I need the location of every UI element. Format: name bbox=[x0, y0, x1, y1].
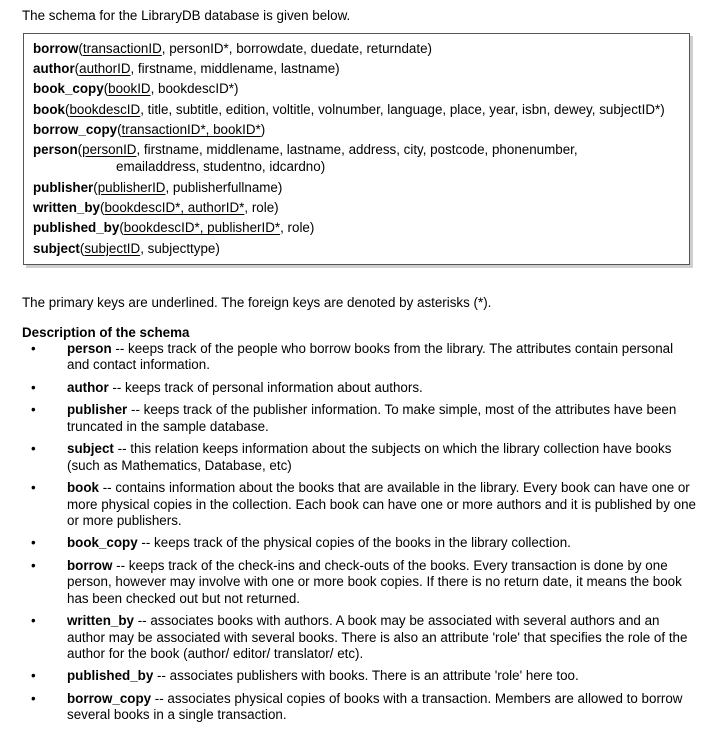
schema-relation: subject(subjectID, subjecttype) bbox=[33, 240, 220, 256]
attributes: , role bbox=[280, 220, 310, 236]
bullet-icon: • bbox=[31, 379, 36, 395]
bullet-icon: • bbox=[31, 402, 36, 418]
attributes: , bookdescID* bbox=[150, 81, 234, 97]
schema-relation: person(personID, firstname, middlename, lastname, address, city, postcode, phonenumber, emailaddress, studentno, idcardno) bbox=[33, 142, 681, 175]
relation-description: -- keeps track of the physical copies of the books in the library collection. bbox=[137, 535, 571, 551]
attributes-continued: emailaddress, studentno, idcardno) bbox=[116, 158, 326, 174]
relation-description: -- keeps track of the people who borrow books from the library. The attributes contain personal and contact information. bbox=[67, 341, 674, 373]
attributes: , personID*, borrowdate, duedate, returndate bbox=[161, 41, 428, 56]
bullet-icon: • bbox=[31, 341, 36, 356]
attributes: , role bbox=[244, 200, 275, 216]
primary-key: transactionID bbox=[82, 41, 162, 56]
relation-description: -- keeps track of the publisher information. To make simple, most of the attributes have been truncated in the sample database. bbox=[67, 402, 677, 434]
attributes: , firstname, middlename, lastname bbox=[130, 61, 336, 77]
relation-name: author bbox=[33, 61, 75, 77]
relation-name: publisher bbox=[33, 180, 94, 196]
list-item bbox=[22, 668, 697, 684]
attributes: , publisherfullname bbox=[165, 180, 278, 196]
list-item bbox=[22, 558, 697, 607]
schema-relation: publisher(publisherID, publisherfullname) bbox=[33, 180, 283, 196]
relation-description: -- associates publishers with books. There is an attribute 'role' here too. bbox=[153, 668, 579, 684]
description-list bbox=[22, 341, 697, 730]
primary-key: transactionID*, bookID* bbox=[121, 121, 261, 137]
list-item bbox=[22, 441, 697, 474]
list-item bbox=[22, 535, 697, 551]
schema-relation: written_by(bookdescID*, authorID*, role) bbox=[33, 200, 279, 216]
relation-term: borrow_copy bbox=[67, 691, 152, 707]
relation-name: book bbox=[33, 101, 65, 117]
relation-name: written_by bbox=[33, 200, 100, 216]
list-item bbox=[22, 613, 697, 662]
primary-key: bookID bbox=[108, 81, 151, 97]
bullet-icon: • bbox=[31, 558, 36, 574]
relation-term: published_by bbox=[67, 668, 154, 684]
primary-key: publisherID bbox=[97, 180, 166, 196]
primary-key: bookdescID*, authorID* bbox=[104, 200, 245, 216]
relation-description: -- keeps track of the check-ins and check-outs of the books. Every transaction is done by one person, however may involve with one or more book copies. If there is no return date, it means the book has been checked out but not returned. bbox=[67, 558, 682, 606]
relation-description: -- contains information about the books that are available in the library. Every book can have one or more physical copies in the collection. Each book can have one or more authors and it is published by one or more publishers. bbox=[67, 480, 696, 528]
schema-relation: borrow_copy(transactionID*, bookID*) bbox=[33, 121, 266, 137]
attributes: , firstname, middlename, lastname, address, city, postcode, phonenumber, bbox=[136, 142, 578, 158]
primary-key: bookdescID bbox=[69, 101, 141, 117]
schema-relation: book_copy(bookID, bookdescID*) bbox=[33, 81, 239, 97]
list-item bbox=[22, 691, 697, 724]
relation-name: published_by bbox=[33, 220, 120, 236]
relation-name: person bbox=[33, 142, 78, 158]
bullet-icon: • bbox=[31, 668, 36, 684]
relation-name: subject bbox=[33, 240, 80, 256]
description-heading: Description of the schema bbox=[22, 325, 190, 340]
relation-term: person bbox=[67, 341, 112, 356]
relation-term: book bbox=[67, 480, 99, 496]
schema-box bbox=[23, 33, 690, 265]
primary-key: personID bbox=[82, 142, 137, 158]
bullet-icon: • bbox=[31, 613, 36, 629]
list-item bbox=[22, 341, 697, 374]
list-item bbox=[22, 380, 697, 396]
bullet-icon: • bbox=[31, 480, 36, 496]
list-item bbox=[22, 402, 697, 435]
relation-description: -- associates physical copies of books with a transaction. Members are allowed to borrow several books in a single transaction. bbox=[67, 691, 683, 723]
list-item bbox=[22, 480, 697, 529]
schema-relation: author(authorID, firstname, middlename, lastname) bbox=[33, 61, 340, 77]
relation-term: publisher bbox=[67, 402, 128, 418]
attributes: , subjecttype bbox=[140, 240, 216, 256]
relation-term: borrow bbox=[67, 558, 113, 574]
relation-name: book_copy bbox=[33, 81, 104, 97]
relation-description: -- associates books with authors. A book may be associated with several authors and an author may be associated with several books. There is also an attribute 'role' that specifies the role of the author for the book (author/ editor/ translator/ etc). bbox=[67, 613, 688, 661]
relation-term: written_by bbox=[67, 613, 134, 629]
relation-term: author bbox=[67, 379, 109, 395]
primary-key: authorID bbox=[79, 61, 131, 77]
relation-description: -- this relation keeps information about the subjects on which the library collection have books (such as Mathematics, Database, etc) bbox=[67, 441, 672, 473]
relation-description: -- keeps track of personal information about authors. bbox=[108, 379, 423, 395]
primary-key: subjectID bbox=[84, 240, 141, 256]
schema-relation: published_by(bookdescID*, publisherID*, role) bbox=[33, 220, 315, 236]
bullet-icon: • bbox=[31, 441, 36, 457]
relation-term: book_copy bbox=[67, 535, 138, 551]
bullet-icon: • bbox=[31, 535, 36, 551]
schema-relation: borrow(transactionID, personID*, borrowdate, duedate, returndate) bbox=[33, 41, 432, 56]
primary-key: bookdescID*, publisherID* bbox=[123, 220, 281, 236]
relation-name: borrow_copy bbox=[33, 121, 118, 137]
schema-relation: book(bookdescID, title, subtitle, edition, voltitle, volnumber, language, place, year, isbn, dewey, subjectID*) bbox=[33, 101, 665, 117]
attributes: , title, subtitle, edition, voltitle, volnumber, language, place, year, isbn, dewey, subjectID* bbox=[140, 101, 661, 117]
intro-text: The schema for the LibraryDB database is given below. bbox=[22, 8, 351, 23]
relation-term: subject bbox=[67, 441, 114, 457]
relation-name: borrow bbox=[33, 41, 79, 56]
key-notes: The primary keys are underlined. The foreign keys are denoted by asterisks (*). bbox=[22, 295, 492, 310]
bullet-icon: • bbox=[31, 691, 36, 707]
